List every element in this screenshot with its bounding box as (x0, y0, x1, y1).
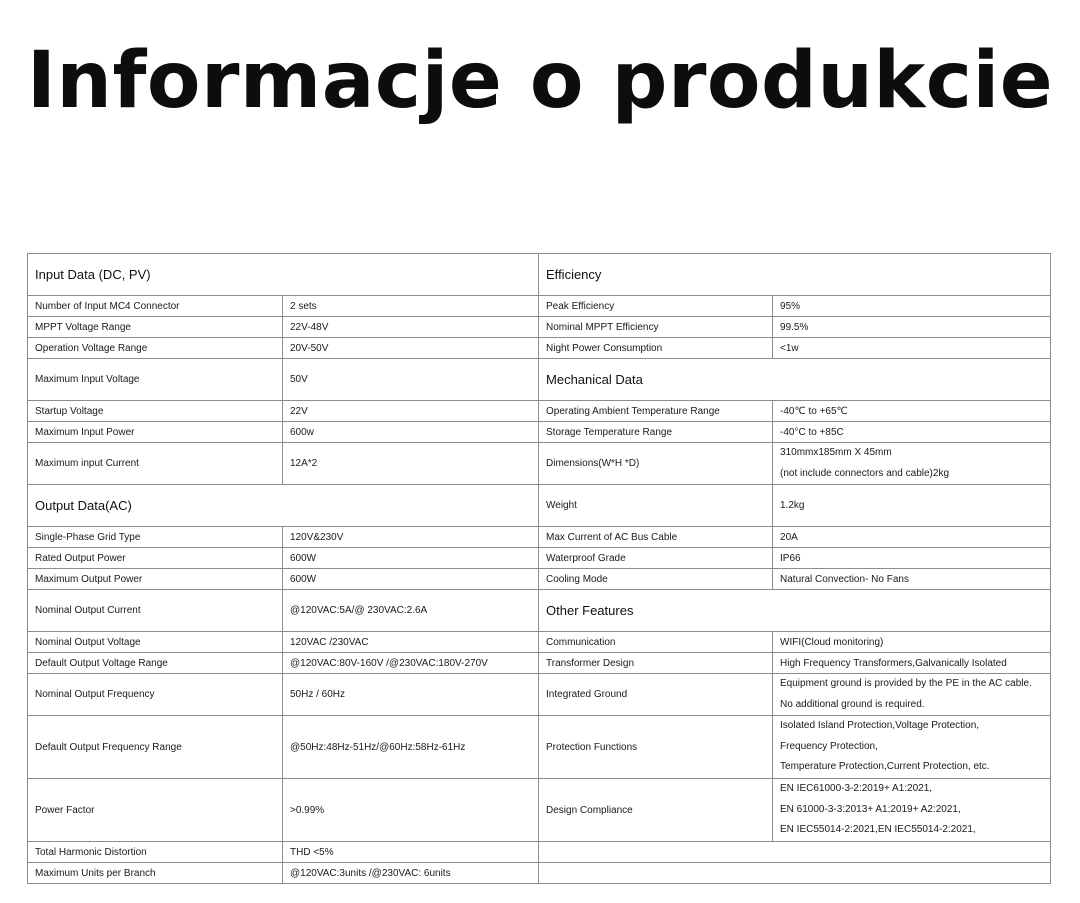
spec-label: Max Current of AC Bus Cable (539, 527, 773, 548)
spec-value: 600W (283, 548, 539, 569)
spec-label: Integrated Ground (539, 674, 773, 716)
spec-value (773, 716, 1051, 779)
spec-value: 600w (283, 422, 539, 443)
spec-value: WIFI(Cloud monitoring) (773, 632, 1051, 653)
spec-label: MPPT Voltage Range (28, 317, 283, 338)
spec-label: Number of Input MC4 Connector (28, 296, 283, 317)
spec-label: Single-Phase Grid Type (28, 527, 283, 548)
spec-value: <1w (773, 338, 1051, 359)
spec-label: Nominal Output Frequency (28, 674, 283, 716)
spec-label: Design Compliance (539, 779, 773, 842)
table-row (28, 863, 1051, 884)
spec-value-line: EN IEC55014-2:2021,EN IEC55014-2:2021, (780, 824, 976, 836)
spec-label: Nominal MPPT Efficiency (539, 317, 773, 338)
spec-label: Maximum Input Power (28, 422, 283, 443)
table-row (28, 632, 1051, 653)
spec-value: 20V-50V (283, 338, 539, 359)
spec-label: Total Harmonic Distortion (28, 842, 283, 863)
spec-label: Cooling Mode (539, 569, 773, 590)
spec-label: Operating Ambient Temperature Range (539, 401, 773, 422)
spec-label: Maximum Output Power (28, 569, 283, 590)
table-row (28, 674, 1051, 716)
spec-value: 50V (283, 359, 539, 401)
spec-value: 50Hz / 60Hz (283, 674, 539, 716)
output-data-header: Output Data(AC) (28, 485, 539, 527)
spec-value: 2 sets (283, 296, 539, 317)
table-row (28, 317, 1051, 338)
spec-value-line: EN 61000-3-3:2013+ A1:2019+ A2:2021, (780, 803, 961, 815)
table-row (28, 653, 1051, 674)
table-row (28, 443, 1051, 485)
table-row (28, 842, 1051, 863)
spec-label: Operation Voltage Range (28, 338, 283, 359)
spec-value-line: 310mmx185mm X 45mm (780, 447, 892, 458)
spec-value: -40°C to +85C (773, 422, 1051, 443)
spec-value (773, 779, 1051, 842)
spec-value: THD <5% (283, 842, 539, 863)
spec-value: 120VAC /230VAC (283, 632, 539, 653)
spec-label: Maximum input Current (28, 443, 283, 485)
spec-label: Weight (539, 485, 773, 527)
spec-value: 12A*2 (283, 443, 539, 485)
spec-value-line: No additional ground is required. (780, 698, 925, 710)
empty-cell (539, 863, 1051, 884)
table-row (28, 779, 1051, 800)
spec-table (27, 253, 1051, 884)
page-title: Informacje o produkcie (26, 36, 1054, 126)
efficiency-header: Efficiency (539, 254, 1051, 296)
table-row (28, 296, 1051, 317)
table-row (28, 401, 1051, 422)
spec-value: @50Hz:48Hz-51Hz/@60Hz:58Hz-61Hz (283, 716, 539, 779)
spec-label: Protection Functions (539, 716, 773, 779)
spec-label: Power Factor (28, 779, 283, 842)
spec-value: @120VAC:80V-160V /@230VAC:180V-270V (283, 653, 539, 674)
spec-value: @120VAC:3units /@230VAC: 6units (283, 863, 539, 884)
spec-label: Communication (539, 632, 773, 653)
spec-value-line: Isolated Island Protection,Voltage Protection, (780, 720, 980, 732)
table-row (28, 527, 1051, 548)
spec-value-line: Equipment ground is provided by the PE in the AC cable. (780, 678, 1032, 689)
spec-label: Transformer Design (539, 653, 773, 674)
spec-value: 20A (773, 527, 1051, 548)
input-data-header: Input Data (DC, PV) (28, 254, 539, 296)
spec-value: 600W (283, 569, 539, 590)
spec-label: Startup Voltage (28, 401, 283, 422)
spec-label: Dimensions(W*H *D) (539, 443, 773, 485)
spec-value: @120VAC:5A/@ 230VAC:2.6A (283, 590, 539, 632)
spec-value: 120V&230V (283, 527, 539, 548)
spec-value: 1.2kg (773, 485, 1051, 527)
spec-value (773, 674, 1051, 716)
spec-value-line: Temperature Protection,Current Protection, etc. (780, 761, 990, 773)
mechanical-data-header: Mechanical Data (539, 359, 1051, 401)
table-row (28, 485, 1051, 527)
table-row (28, 716, 1051, 737)
spec-label: Storage Temperature Range (539, 422, 773, 443)
spec-label: Night Power Consumption (539, 338, 773, 359)
table-row (28, 590, 1051, 632)
spec-value: 22V-48V (283, 317, 539, 338)
table-row (28, 254, 1051, 296)
table-row (28, 548, 1051, 569)
spec-label: Maximum Units per Branch (28, 863, 283, 884)
table-row (28, 359, 1051, 401)
spec-value: 95% (773, 296, 1051, 317)
spec-value: >0.99% (283, 779, 539, 842)
other-features-header: Other Features (539, 590, 1051, 632)
spec-value-line: (not include connectors and cable)2kg (780, 467, 950, 479)
spec-value: IP66 (773, 548, 1051, 569)
spec-label: Nominal Output Current (28, 590, 283, 632)
table-row (28, 338, 1051, 359)
spec-label: Default Output Frequency Range (28, 716, 283, 779)
spec-label: Default Output Voltage Range (28, 653, 283, 674)
spec-value: 22V (283, 401, 539, 422)
spec-value-line: Frequency Protection, (780, 740, 878, 752)
spec-label: Waterproof Grade (539, 548, 773, 569)
spec-value (773, 443, 1051, 485)
empty-cell (539, 842, 1051, 863)
spec-label: Maximum Input Voltage (28, 359, 283, 401)
spec-label: Rated Output Power (28, 548, 283, 569)
spec-value: -40℃ to +65℃ (773, 401, 1051, 422)
spec-label: Peak Efficiency (539, 296, 773, 317)
table-row (28, 422, 1051, 443)
spec-value-line: EN IEC61000-3-2:2019+ A1:2021, (780, 783, 933, 795)
spec-label: Nominal Output Voltage (28, 632, 283, 653)
spec-value: High Frequency Transformers,Galvanically Isolated (773, 653, 1051, 674)
spec-value: Natural Convection- No Fans (773, 569, 1051, 590)
table-row (28, 569, 1051, 590)
spec-value: 99.5% (773, 317, 1051, 338)
